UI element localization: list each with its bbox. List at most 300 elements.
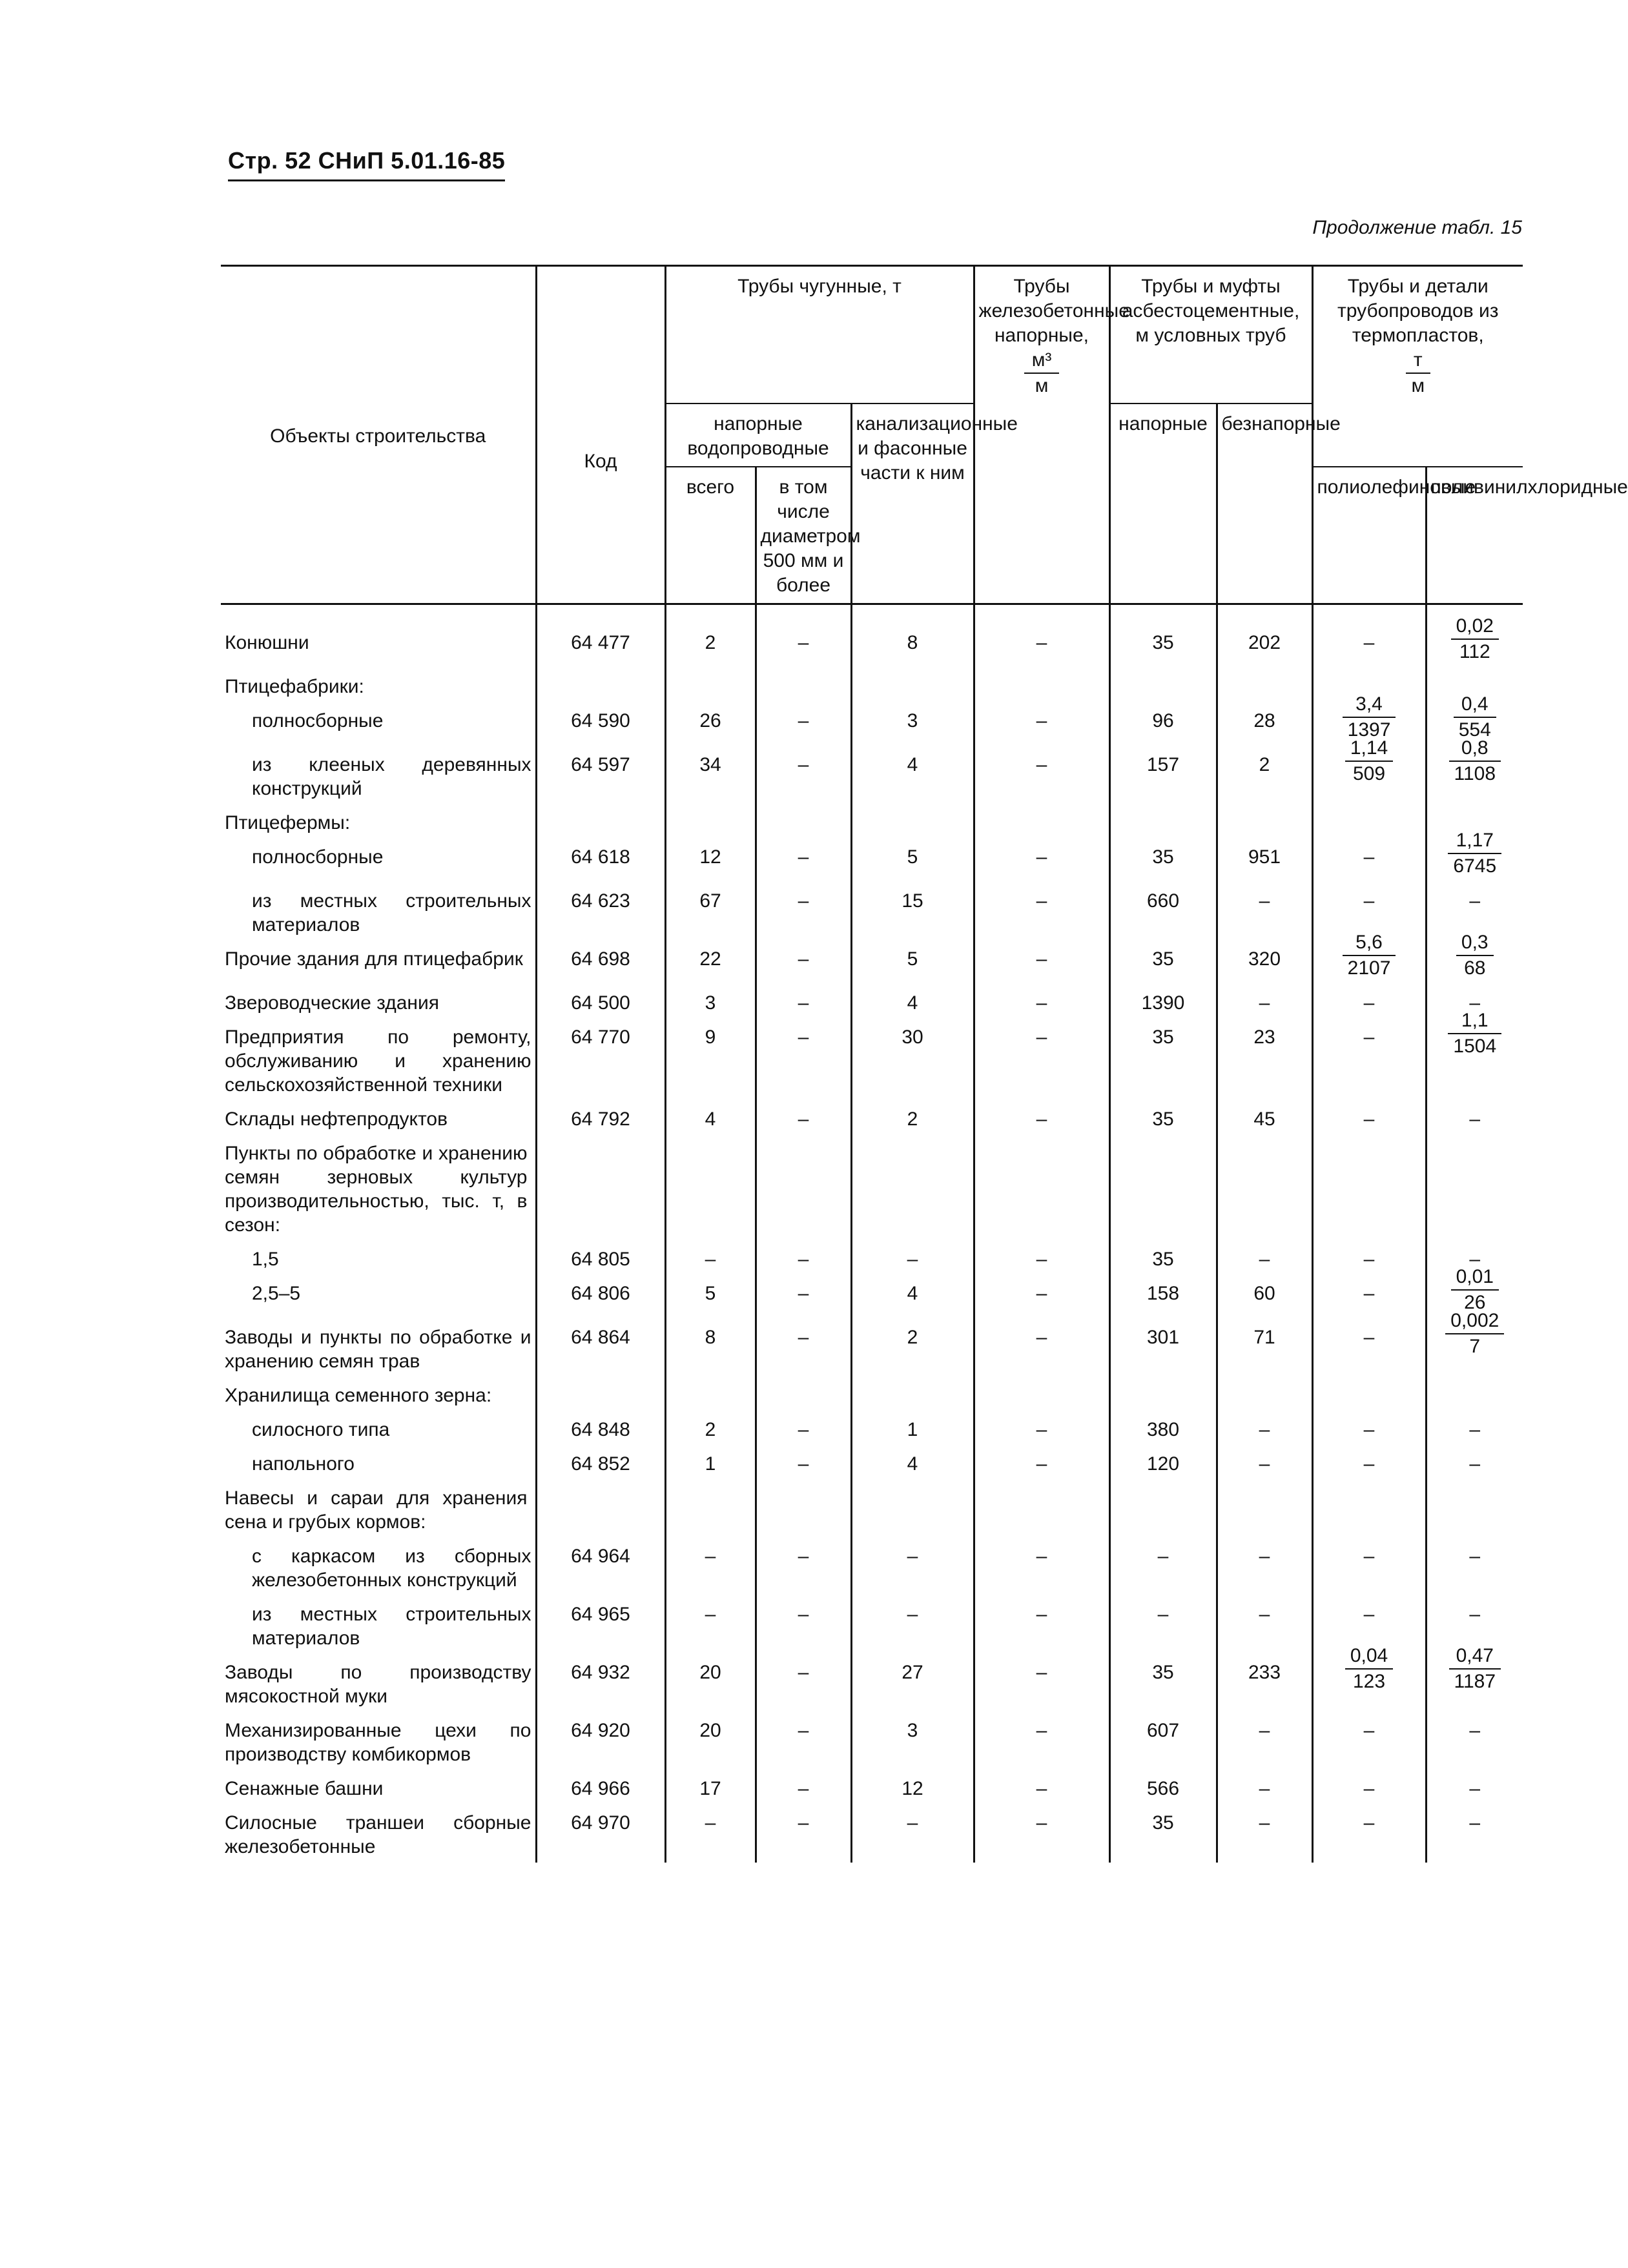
row-value: 35 [1109,1019,1217,1101]
row-value [974,668,1109,702]
row-value: – [1426,1446,1523,1480]
row-code: 64 805 [536,1241,665,1275]
table-row [221,1319,1523,1377]
row-value: – [851,1596,974,1654]
row-value: 320 [1217,941,1312,985]
row-value: – [974,1446,1109,1480]
row-value [1109,668,1217,702]
header-tp-unit-top: т [1406,348,1430,374]
row-value: – [1312,604,1426,669]
row-value [1312,1377,1426,1411]
row-value: – [1217,1770,1312,1804]
row-code: 64 618 [536,839,665,883]
row-value-fraction [1426,604,1523,669]
row-value: – [974,702,1109,746]
fraction-numerator: 1,17 [1448,828,1501,854]
row-value: 301 [1109,1319,1217,1377]
row-value: – [756,1712,851,1770]
row-value: – [756,941,851,985]
row-object-name: Механизированные цехи по производству комбикормов [221,1712,536,1770]
row-value: 35 [1109,839,1217,883]
row-value: 158 [1109,1275,1217,1319]
row-value: 2 [851,1101,974,1135]
row-code [536,668,665,702]
row-object-name: Прочие здания для птицефабрик [221,941,536,985]
row-code: 64 698 [536,941,665,985]
row-value: 380 [1109,1411,1217,1446]
row-value: 15 [851,883,974,941]
row-value: – [974,1712,1109,1770]
fraction-denominator: 554 [1458,719,1491,741]
row-value: 35 [1109,1654,1217,1712]
row-value: 8 [851,604,974,669]
row-value: – [974,883,1109,941]
row-value: – [974,1101,1109,1135]
fraction-numerator: 1,14 [1345,736,1393,762]
row-value: – [756,1275,851,1319]
row-value: 4 [851,985,974,1019]
row-value: 233 [1217,1654,1312,1712]
fraction-denominator: 123 [1352,1671,1386,1692]
fraction-numerator: 0,02 [1451,614,1499,640]
row-value: 951 [1217,839,1312,883]
row-value-fraction [1426,932,1523,985]
row-value: – [974,1241,1109,1275]
row-value: 28 [1217,702,1312,746]
row-value: – [974,746,1109,804]
row-value [1426,1135,1523,1241]
row-value: – [1426,1804,1523,1863]
table-row [221,702,1523,746]
row-value: 4 [851,1275,974,1319]
row-value: – [974,1411,1109,1446]
row-value: – [1217,883,1312,941]
row-value: – [1312,883,1426,941]
row-value: – [1426,883,1523,941]
row-value [756,1377,851,1411]
row-value: 26 [665,702,756,746]
fraction-numerator: 0,01 [1451,1265,1499,1291]
fraction-numerator: 0,8 [1449,736,1501,762]
fraction-numerator: 3,4 [1343,692,1396,718]
row-value: – [974,604,1109,669]
table-row [221,1804,1523,1863]
row-value: 5 [851,839,974,883]
row-value: – [1426,1596,1523,1654]
row-value: – [665,1596,756,1654]
row-code: 64 770 [536,1019,665,1101]
fraction-denominator: 1108 [1454,763,1496,784]
row-object-name: напольного [221,1446,536,1480]
row-value: – [974,1804,1109,1863]
row-value: – [974,1654,1109,1712]
row-value [1312,804,1426,839]
row-code: 64 966 [536,1770,665,1804]
row-value [1426,1480,1523,1538]
fraction [1445,1310,1504,1359]
row-value: 35 [1109,1241,1217,1275]
row-value [1426,1377,1523,1411]
row-code: 64 965 [536,1596,665,1654]
row-value: 5 [851,941,974,985]
row-object-name: Конюшни [221,604,536,669]
table-row [221,1596,1523,1654]
row-value: 22 [665,941,756,985]
fraction [1345,737,1393,786]
row-value-fraction [1312,737,1426,804]
header-polyolefin: полиолефиновые [1312,467,1426,604]
row-value: 4 [851,1446,974,1480]
row-value: 566 [1109,1770,1217,1804]
row-value: 60 [1217,1275,1312,1319]
row-value: 1390 [1109,985,1217,1019]
row-value: – [1217,1446,1312,1480]
row-value: – [1312,1019,1426,1101]
table-row [221,985,1523,1019]
header-rc-pipes-label: Трубы железобетонные напорные, [978,276,1129,346]
row-value [756,1480,851,1538]
row-group-label: Хранилища семенного зерна: [221,1377,536,1411]
fraction-denominator: 2107 [1347,957,1391,979]
row-value [974,804,1109,839]
row-value: – [974,985,1109,1019]
fraction-denominator: 112 [1459,641,1490,662]
row-code: 64 623 [536,883,665,941]
table-row [221,1135,1523,1241]
header-thermoplastic-label: Трубы и детали трубопроводов из термопластов, [1337,276,1499,346]
fraction-numerator: 0,3 [1456,930,1494,956]
header-cast-iron: Трубы чугунные, т [665,266,974,404]
row-value: – [851,1804,974,1863]
row-value: – [1312,1770,1426,1804]
fraction [1449,1645,1501,1694]
row-value: 3 [851,702,974,746]
row-code: 64 852 [536,1446,665,1480]
row-value: – [1312,1241,1426,1275]
row-code: 64 964 [536,1538,665,1596]
row-value: 30 [851,1019,974,1101]
row-value [974,1480,1109,1538]
row-value [756,804,851,839]
row-value: – [756,1446,851,1480]
row-value: – [1426,1712,1523,1770]
fraction-numerator: 0,04 [1345,1644,1393,1670]
header-sewer: канализационные и фасонные части к ним [851,404,974,604]
fraction-denominator: 1504 [1453,1036,1497,1057]
row-value: 8 [665,1319,756,1377]
row-value: – [756,839,851,883]
row-value: 34 [665,746,756,804]
row-value: – [665,1804,756,1863]
row-value: 12 [665,839,756,883]
row-code: 64 848 [536,1411,665,1446]
page-header: Стр. 52 СНиП 5.01.16-85 [228,147,505,181]
row-value [1312,1480,1426,1538]
row-object-name: 2,5–5 [221,1275,536,1319]
fraction [1456,932,1494,981]
table-row [221,604,1523,669]
row-value: 2 [1217,746,1312,804]
table-header [221,266,1628,604]
row-value: 67 [665,883,756,941]
row-value-fraction [1426,1310,1523,1377]
row-value: – [1217,985,1312,1019]
row-value [1217,804,1312,839]
row-value: – [756,1319,851,1377]
row-code [536,804,665,839]
row-value [1109,1480,1217,1538]
row-code: 64 500 [536,985,665,1019]
row-value-fraction [1426,830,1523,883]
table-continuation-label: Продолжение табл. 15 [1312,217,1522,238]
row-value: 2 [665,1411,756,1446]
row-value [851,1480,974,1538]
row-value: – [756,1241,851,1275]
row-value: – [1217,1596,1312,1654]
row-value-fraction [1312,1645,1426,1712]
fraction-denominator: 7 [1469,1336,1481,1357]
row-value: 45 [1217,1101,1312,1135]
row-group-label: Птицефермы: [221,804,536,839]
row-value [665,1135,756,1241]
row-value: 5 [665,1275,756,1319]
row-value: 71 [1217,1319,1312,1377]
row-value: 3 [665,985,756,1019]
fraction-numerator: 0,47 [1449,1644,1501,1670]
row-value [974,1135,1109,1241]
header-non-pressure: безнапорные [1217,404,1312,604]
row-value: – [756,985,851,1019]
row-value: – [974,1275,1109,1319]
row-code [536,1480,665,1538]
row-value: – [1312,1411,1426,1446]
row-value: – [1217,1241,1312,1275]
header-rc-pipes [974,266,1129,604]
row-value: – [974,839,1109,883]
table-body [221,604,1523,1863]
row-value: 1 [665,1446,756,1480]
materials-table [221,265,1628,1863]
row-value [1217,1135,1312,1241]
row-value [1217,668,1312,702]
row-value: 35 [1109,604,1217,669]
row-value: – [756,746,851,804]
fraction [1345,1645,1393,1694]
row-value: – [1426,985,1523,1019]
row-group-label: Навесы и сараи для хранения сена и грубых кормов: [221,1480,536,1538]
header-tp-unit [1406,348,1430,398]
row-value: 35 [1109,1804,1217,1863]
row-value: – [974,1596,1109,1654]
row-value [1109,804,1217,839]
row-value: – [1312,1275,1426,1319]
header-pressure-water: напорные водопроводные [665,404,851,467]
row-object-name: Склады нефтепродуктов [221,1101,536,1135]
row-value: 27 [851,1654,974,1712]
header-total: всего [665,467,756,604]
row-value: – [756,1019,851,1101]
row-code: 64 932 [536,1654,665,1712]
header-rc-unit-bottom: м [1035,375,1049,396]
row-value: 17 [665,1770,756,1804]
header-pressure: напорные [1109,404,1217,604]
row-value: – [756,1654,851,1712]
row-value [851,668,974,702]
row-value: – [1312,985,1426,1019]
row-value: – [1426,1411,1523,1446]
row-value [1217,1377,1312,1411]
row-object-name: из местных строительных материалов [221,1596,536,1654]
row-code: 64 590 [536,702,665,746]
row-value: 2 [665,604,756,669]
table-row [221,1275,1523,1319]
row-code: 64 864 [536,1319,665,1377]
row-value: – [756,1770,851,1804]
row-group-label: Пункты по обработке и хранению семян зерновых культур производительностью, тыс. т, в сезон: [221,1135,536,1241]
row-value: – [1312,1712,1426,1770]
row-value: – [851,1241,974,1275]
row-value: – [756,883,851,941]
row-code: 64 920 [536,1712,665,1770]
row-object-name: с каркасом из сборных железобетонных конструкций [221,1538,536,1596]
table-row [221,941,1523,985]
table-row [221,1446,1523,1480]
row-value: 35 [1109,941,1217,985]
row-value: – [1217,1538,1312,1596]
row-value: – [1426,1770,1523,1804]
fraction-denominator: 26 [1464,1292,1486,1313]
fraction-denominator: 1187 [1454,1671,1496,1692]
header-tp-spacer [1312,404,1523,467]
row-value: 202 [1217,604,1312,669]
row-value: 35 [1109,1101,1217,1135]
row-value: – [1426,1241,1523,1275]
row-object-name: 1,5 [221,1241,536,1275]
row-value: – [756,1596,851,1654]
row-object-name: силосного типа [221,1411,536,1446]
row-value [1312,1135,1426,1241]
row-value: 4 [665,1101,756,1135]
header-tp-unit-bottom: м [1411,375,1425,396]
row-value: 9 [665,1019,756,1101]
row-value: – [756,702,851,746]
row-value: – [1312,1804,1426,1863]
row-value: – [1426,1101,1523,1135]
row-value: – [665,1241,756,1275]
row-value: – [974,941,1109,985]
row-object-name: Заводы и пункты по обработке и хранению семян трав [221,1319,536,1377]
row-object-name: из местных строительных материалов [221,883,536,941]
row-value: – [1109,1538,1217,1596]
row-value: – [974,1319,1109,1377]
row-value: 20 [665,1654,756,1712]
header-asbestos: Трубы и муфты асбестоцементные, м условных труб [1109,266,1312,404]
table-row [221,668,1523,702]
row-code: 64 970 [536,1804,665,1863]
fraction-denominator: 6745 [1453,855,1497,877]
row-value: – [1312,1446,1426,1480]
header-pvc: поливинилхлоридные [1426,467,1523,604]
table-row [221,839,1523,883]
row-value [665,668,756,702]
row-value [665,1377,756,1411]
table-row [221,1377,1523,1411]
row-value: – [1312,1101,1426,1135]
row-value-fraction [1312,932,1426,985]
row-object-name: Звероводческие здания [221,985,536,1019]
fraction [1451,615,1499,664]
table-row [221,883,1523,941]
row-value [756,668,851,702]
table-row [221,1101,1523,1135]
row-value: 23 [1217,1019,1312,1101]
table-row [221,804,1523,839]
fraction-numerator: 0,002 [1445,1309,1504,1334]
table-row [221,1241,1523,1275]
fraction [1448,1010,1501,1059]
row-value: – [974,1770,1109,1804]
row-value [851,1135,974,1241]
table-row [221,1019,1523,1101]
row-object-name: Сенажные башни [221,1770,536,1804]
row-value [974,1377,1109,1411]
fraction-numerator: 0,4 [1454,692,1496,718]
row-value: – [1217,1411,1312,1446]
table-row [221,1480,1523,1538]
row-value: – [1312,1596,1426,1654]
row-value: – [756,1804,851,1863]
fraction [1449,737,1501,786]
table-row [221,1712,1523,1770]
row-value [665,804,756,839]
row-value: 120 [1109,1446,1217,1480]
row-code [536,1135,665,1241]
row-value: 1 [851,1411,974,1446]
header-incl-500: в том числе диаметром 500 мм и более [756,467,851,604]
fraction-numerator: 5,6 [1343,930,1396,956]
row-value [1217,1480,1312,1538]
header-code: Код [536,266,665,604]
table-row [221,746,1523,804]
row-value: – [756,1538,851,1596]
row-code: 64 597 [536,746,665,804]
row-value: – [1217,1712,1312,1770]
row-value: – [851,1538,974,1596]
row-value: 20 [665,1712,756,1770]
row-value [756,1135,851,1241]
row-value: – [756,604,851,669]
fraction [1343,932,1396,981]
row-code: 64 792 [536,1101,665,1135]
header-rc-unit [1024,348,1060,398]
row-value: 2 [851,1319,974,1377]
fraction-numerator: 1,1 [1448,1008,1501,1034]
row-object-name: полносборные [221,839,536,883]
table-row [221,1411,1523,1446]
row-value: 96 [1109,702,1217,746]
row-value-fraction [1426,737,1523,804]
row-value: – [665,1538,756,1596]
row-value: 12 [851,1770,974,1804]
row-value: – [1312,839,1426,883]
row-value: – [974,1019,1109,1101]
fraction [1448,830,1501,879]
row-value [665,1480,756,1538]
row-object-name: Заводы по производству мясокостной муки [221,1654,536,1712]
row-value: – [974,1538,1109,1596]
row-value: – [1312,1538,1426,1596]
row-value-fraction [1426,1645,1523,1712]
